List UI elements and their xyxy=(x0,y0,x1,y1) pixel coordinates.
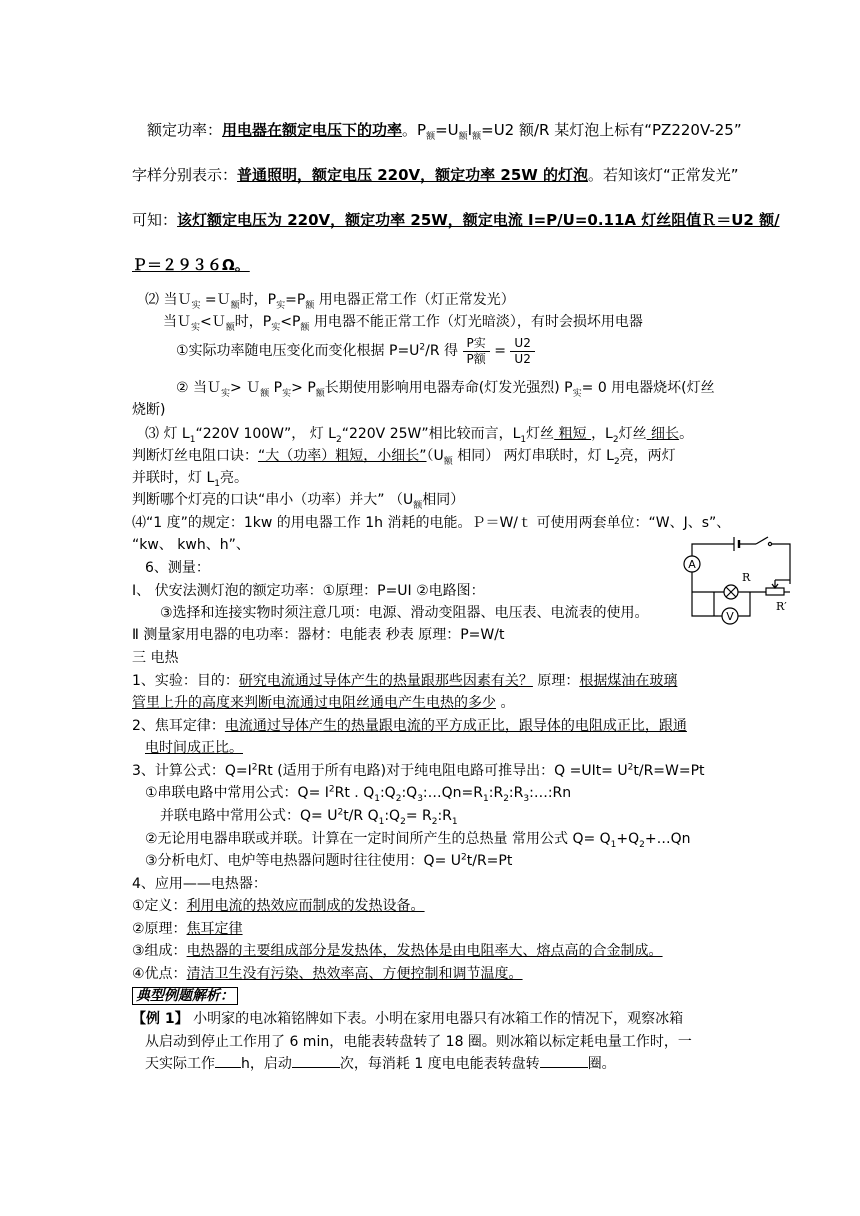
text: 时，P xyxy=(239,292,277,308)
app-line-1 xyxy=(132,896,425,916)
text: t/R=W=Pt xyxy=(633,763,705,779)
subscript: 1 xyxy=(483,793,489,804)
text: :R xyxy=(488,785,504,801)
underlined-answer: 研究电流通过导体产生的热量跟那些因素有关？ xyxy=(238,673,533,689)
text: ①实际功率随电压变化而变化根据 P=U xyxy=(176,343,420,359)
text: 原理： xyxy=(532,673,580,689)
subscript: 额 xyxy=(426,132,436,142)
text: ③组成： xyxy=(132,943,187,959)
text: =U xyxy=(435,121,459,139)
subscript: 额 xyxy=(225,322,235,333)
subscript: 3 xyxy=(523,793,530,804)
heat-line-4 xyxy=(145,738,243,758)
case-3-line-2 xyxy=(132,446,676,466)
subscript: 额 xyxy=(305,300,315,311)
text: Rt (适用于所有电路)对于纯电阻电路可推导出：Q =UIt= U xyxy=(257,763,628,779)
rated-power-line-4 xyxy=(132,255,250,275)
text: Rt . Q xyxy=(334,785,375,801)
subscript: 额 xyxy=(300,322,310,333)
case-4-line-1 xyxy=(132,513,730,533)
text: ② 当Ｕ xyxy=(176,380,222,396)
text: > P xyxy=(291,380,316,396)
text: +Q xyxy=(616,831,640,847)
subscript: 3 xyxy=(417,793,423,804)
underlined-answer: 电流通过导体产生的热量跟电流的平方成正比，跟导体的电阻成正比，跟通 xyxy=(224,718,687,734)
superscript: 2 xyxy=(328,784,335,795)
heat-line-3 xyxy=(132,716,687,736)
subscript: 实 xyxy=(276,300,286,311)
text: h，启动 xyxy=(241,1056,292,1072)
text: ④优点： xyxy=(132,966,187,982)
subscript: 2 xyxy=(395,793,402,804)
rheostat-icon xyxy=(766,588,784,595)
subscript: 2 xyxy=(431,816,438,827)
heading-colon: ： xyxy=(220,988,234,1004)
text: Ⅱ 测量家用电器的电功率：器材：电能表 秒表 原理：P=W/t xyxy=(132,627,505,643)
subscript: 额 xyxy=(458,132,468,142)
text: 相同） xyxy=(422,492,465,508)
text: ③分析电灯、电炉等电热器问题时往往使用：Q= U xyxy=(145,853,461,869)
text: = 0 用电器烧坏(灯丝 xyxy=(581,380,715,396)
subscript: 实 xyxy=(572,388,582,399)
text: P xyxy=(269,380,283,396)
example-heading-line xyxy=(132,986,238,1006)
heading-text: 典型例题解析 xyxy=(136,988,220,1004)
text: 灯丝 xyxy=(526,426,555,442)
heat-line-8 xyxy=(145,829,691,849)
subscript: 额 xyxy=(230,300,240,311)
voltmeter-label: V xyxy=(726,610,734,623)
switch-blade xyxy=(756,537,768,544)
underlined-answer: 电热器的主要组成部分是发热体，发热体是由电阻率大、熔点高的合金制成。 xyxy=(186,943,663,959)
text: 小明家的电冰箱铭牌如下表。小明在家用电器只有冰箱工作的情况下，观察冰箱 xyxy=(188,1011,684,1027)
text: ③选择和连接实物时须注意几项：电源、滑动变阻器、电压表、电流表的使用。 xyxy=(160,605,649,621)
text: 天实际工作 xyxy=(145,1056,215,1072)
text: 用电器正常工作（灯正常发光） xyxy=(314,292,515,308)
heat-line-9 xyxy=(145,851,512,871)
measure-line-3 xyxy=(132,625,504,645)
section-heading: 三 电热 xyxy=(132,650,179,666)
measure-line-1 xyxy=(132,581,485,601)
text: <P xyxy=(280,314,301,330)
app-line-4 xyxy=(132,964,523,984)
text: 亮，两灯 xyxy=(619,448,676,464)
underlined-answer: 用电器在额定电压下的功率 xyxy=(222,121,403,139)
section-heading: 4、应用——电热器： xyxy=(132,876,267,892)
heat-title xyxy=(132,648,178,668)
answer-blank[interactable] xyxy=(540,1067,588,1068)
text: ②无论用电器串联或并联。计算在一定时间所产生的总热量 常用公式 Q= Q xyxy=(145,831,611,847)
wire xyxy=(692,544,734,556)
subscript: 2 xyxy=(612,434,619,445)
text: 相同） 两灯串联时，灯 L xyxy=(452,448,614,464)
text: 从启动到停止工作用了 6 min，电能表转盘转了 18 圈。则冰箱以标定耗电量工作时，一 xyxy=(145,1034,692,1050)
text: 额定功率： xyxy=(147,121,223,139)
example-line-1 xyxy=(132,1009,683,1029)
text: :Q xyxy=(384,808,401,824)
text: “kw、 kwh、h”、 xyxy=(132,537,250,553)
superscript: 2 xyxy=(337,807,344,818)
text: 。P xyxy=(402,121,427,139)
rheostat-label: R′ xyxy=(776,600,787,613)
subscript: 1 xyxy=(610,839,617,850)
app-title xyxy=(132,874,267,894)
subscript: 2 xyxy=(639,839,645,850)
fraction-denominator: P额 xyxy=(466,351,486,366)
text: = R xyxy=(405,808,432,824)
heat-line-1 xyxy=(132,671,677,691)
text: 2、焦耳定律： xyxy=(132,718,225,734)
measure-title xyxy=(145,558,210,578)
app-line-2 xyxy=(132,919,243,939)
text: :Q xyxy=(401,785,418,801)
section-heading: 6、测量： xyxy=(145,560,210,576)
underlined-answer: 细长 xyxy=(646,426,680,442)
text: 并联电路中常用公式：Q= U xyxy=(160,808,338,824)
example-line-2 xyxy=(145,1032,692,1052)
superscript: 2 xyxy=(419,342,426,353)
case-4-line-2 xyxy=(132,535,250,555)
underlined-answer: “大（功率）粗短，小细长” xyxy=(258,448,427,464)
superscript: 2 xyxy=(461,852,467,863)
superscript: 2 xyxy=(251,762,258,773)
subscript: 实 xyxy=(282,388,292,399)
text: t/R Q xyxy=(343,808,379,824)
text: /R 得 xyxy=(425,343,459,359)
rated-power-line-2 xyxy=(132,165,739,185)
text: :R xyxy=(437,808,452,824)
text: 并联时，灯 L xyxy=(132,470,215,486)
text: “220V 25W”相比较而言，L xyxy=(341,426,521,442)
fraction-numerator: P实 xyxy=(463,336,490,352)
text: （U xyxy=(384,492,414,508)
text: ②原理： xyxy=(132,921,187,937)
text: ⑵ 当Ｕ xyxy=(145,292,192,308)
subscript: 实 xyxy=(191,300,201,311)
heat-line-5 xyxy=(132,761,705,781)
subscript: 实 xyxy=(191,322,201,333)
example-heading xyxy=(132,987,238,1005)
subscript: 1 xyxy=(451,816,458,827)
rated-power-line-1 xyxy=(147,120,742,140)
text: 灯丝 xyxy=(618,426,647,442)
subscript: 额 xyxy=(443,456,453,467)
quoted-mnemonic: “串小（功率）并大” xyxy=(258,492,385,508)
text: 。 xyxy=(496,695,515,711)
text: 。 xyxy=(679,426,694,442)
underlined-answer: 根据煤油在玻璃 xyxy=(579,673,678,689)
underlined-answer: 普通照明，额定电压 220V，额定功率 25W 的灯泡 xyxy=(237,166,589,184)
subscript: 2 xyxy=(503,793,509,804)
heat-line-7 xyxy=(160,806,458,826)
text: （U xyxy=(426,448,444,464)
text: 烧断) xyxy=(132,402,166,418)
resistor-label: R xyxy=(742,571,751,584)
switch-contact xyxy=(768,542,771,545)
text: 长期使用影响用电器寿命(灯发光强烈) P xyxy=(324,380,573,396)
subscript: 1 xyxy=(374,793,380,804)
circuit-diagram xyxy=(678,532,798,632)
text: I xyxy=(467,121,473,139)
heat-line-2 xyxy=(132,693,514,713)
text: 3、计算公式：Q=I xyxy=(132,763,252,779)
subscript: 2 xyxy=(400,816,406,827)
underlined-answer: 该灯额定电压为 220V，额定功率 25W，额定电流 I=P/U=0.11A 灯丝阻值Ｒ＝U2 额/ xyxy=(177,211,780,229)
text: ①串联电路中常用公式：Q= I xyxy=(145,785,329,801)
case-2-line-4 xyxy=(176,378,715,398)
text: 当Ｕ xyxy=(163,314,191,330)
wire xyxy=(738,592,750,616)
text: ⑷“1 度”的规定：1kw 的用电器工作 1h 消耗的电能。Ｐ＝W/ｔ 可使用两套单位：“W、J、s”、 xyxy=(132,515,731,531)
power-ratio-fraction xyxy=(463,336,490,367)
text: Ⅰ、 伏安法测灯泡的额定功率：①原理：P=UI ②电路图： xyxy=(132,583,485,599)
text: <Ｕ xyxy=(200,314,226,330)
subscript: 1 xyxy=(214,478,220,489)
example-line-3 xyxy=(145,1054,616,1074)
text: =U2 额/R 某灯泡上标有“PZ220V-25” xyxy=(481,121,742,139)
case-3-line-1 xyxy=(145,424,693,444)
text: :…Qn=R xyxy=(422,785,483,801)
ammeter-label: A xyxy=(688,558,696,571)
text: 时，P xyxy=(234,314,272,330)
subscript: 2 xyxy=(613,456,620,467)
subscript: 1 xyxy=(378,816,385,827)
heat-line-6 xyxy=(145,783,571,803)
subscript: 2 xyxy=(335,434,342,445)
text: =P xyxy=(285,292,306,308)
voltage-ratio-fraction xyxy=(510,336,534,367)
text: 用电器不能正常工作（灯光暗淡），有时会损坏用电器 xyxy=(309,314,643,330)
equals-sign: = xyxy=(494,343,506,359)
fraction-denominator: U2 xyxy=(514,351,531,366)
case-3-line-4 xyxy=(132,490,464,510)
answer-blank[interactable] xyxy=(292,1067,340,1068)
subscript: 1 xyxy=(520,434,527,445)
text: ①定义： xyxy=(132,898,187,914)
measure-line-2 xyxy=(160,603,649,623)
subscript: 额 xyxy=(472,132,482,142)
underlined-answer: Ｐ＝２９３６Ω。 xyxy=(132,256,250,274)
fraction-numerator: U2 xyxy=(510,336,534,352)
text: 可知： xyxy=(132,211,178,229)
text: :…:Rn xyxy=(529,785,572,801)
text: 亮。 xyxy=(219,470,248,486)
subscript: 1 xyxy=(189,434,196,445)
text: ⑶ 灯 L xyxy=(145,426,190,442)
text: 判断哪个灯亮的口诀 xyxy=(132,492,258,508)
underlined-answer: 焦耳定律 xyxy=(186,921,243,937)
text: :Q xyxy=(379,785,396,801)
text: t/R=Pt xyxy=(466,853,513,869)
text: =Ｕ xyxy=(200,292,231,308)
text: 判断灯丝电阻口诀： xyxy=(132,448,258,464)
text: 圈。 xyxy=(587,1056,616,1072)
text: +…Qn xyxy=(644,831,691,847)
underlined-answer: 电时间成正比。 xyxy=(145,740,243,756)
answer-blank[interactable] xyxy=(215,1067,241,1068)
text: 。若知该灯“正常发光” xyxy=(588,166,739,184)
subscript: 实 xyxy=(271,322,281,333)
text: “220V 100W”， 灯 L xyxy=(195,426,336,442)
text: 次，每消耗 1 度电电能表转盘转 xyxy=(339,1056,540,1072)
subscript: 额 xyxy=(315,388,325,399)
text: 1、实验：目的： xyxy=(132,673,239,689)
underlined-answer: 利用电流的热效应而制成的发热设备。 xyxy=(186,898,425,914)
case-2-line-1 xyxy=(145,290,515,310)
subscript: 额 xyxy=(413,500,423,511)
underlined-answer: 粗短 xyxy=(554,426,592,442)
text: ，L xyxy=(591,426,613,442)
case-3-line-3 xyxy=(132,468,248,488)
text: > Ｕ xyxy=(230,380,261,396)
text: 字样分别表示： xyxy=(132,166,238,184)
case-2-line-5 xyxy=(132,400,165,420)
subscript: 额 xyxy=(260,388,270,399)
underlined-answer: 管里上升的高度来判断电流通过电阻丝通电产生电热的多少 xyxy=(132,695,496,711)
rated-power-line-3 xyxy=(132,210,780,230)
superscript: 2 xyxy=(627,762,634,773)
case-2-line-3 xyxy=(176,335,535,367)
wire xyxy=(772,544,790,584)
text: :R xyxy=(508,785,524,801)
underlined-answer: 清洁卫生没有污染、热效率高、方便控制和调节温度。 xyxy=(186,966,523,982)
subscript: 实 xyxy=(221,388,231,399)
app-line-3 xyxy=(132,941,663,961)
example-number: 【例 1】 xyxy=(132,1011,189,1027)
case-2-line-2 xyxy=(163,312,643,332)
